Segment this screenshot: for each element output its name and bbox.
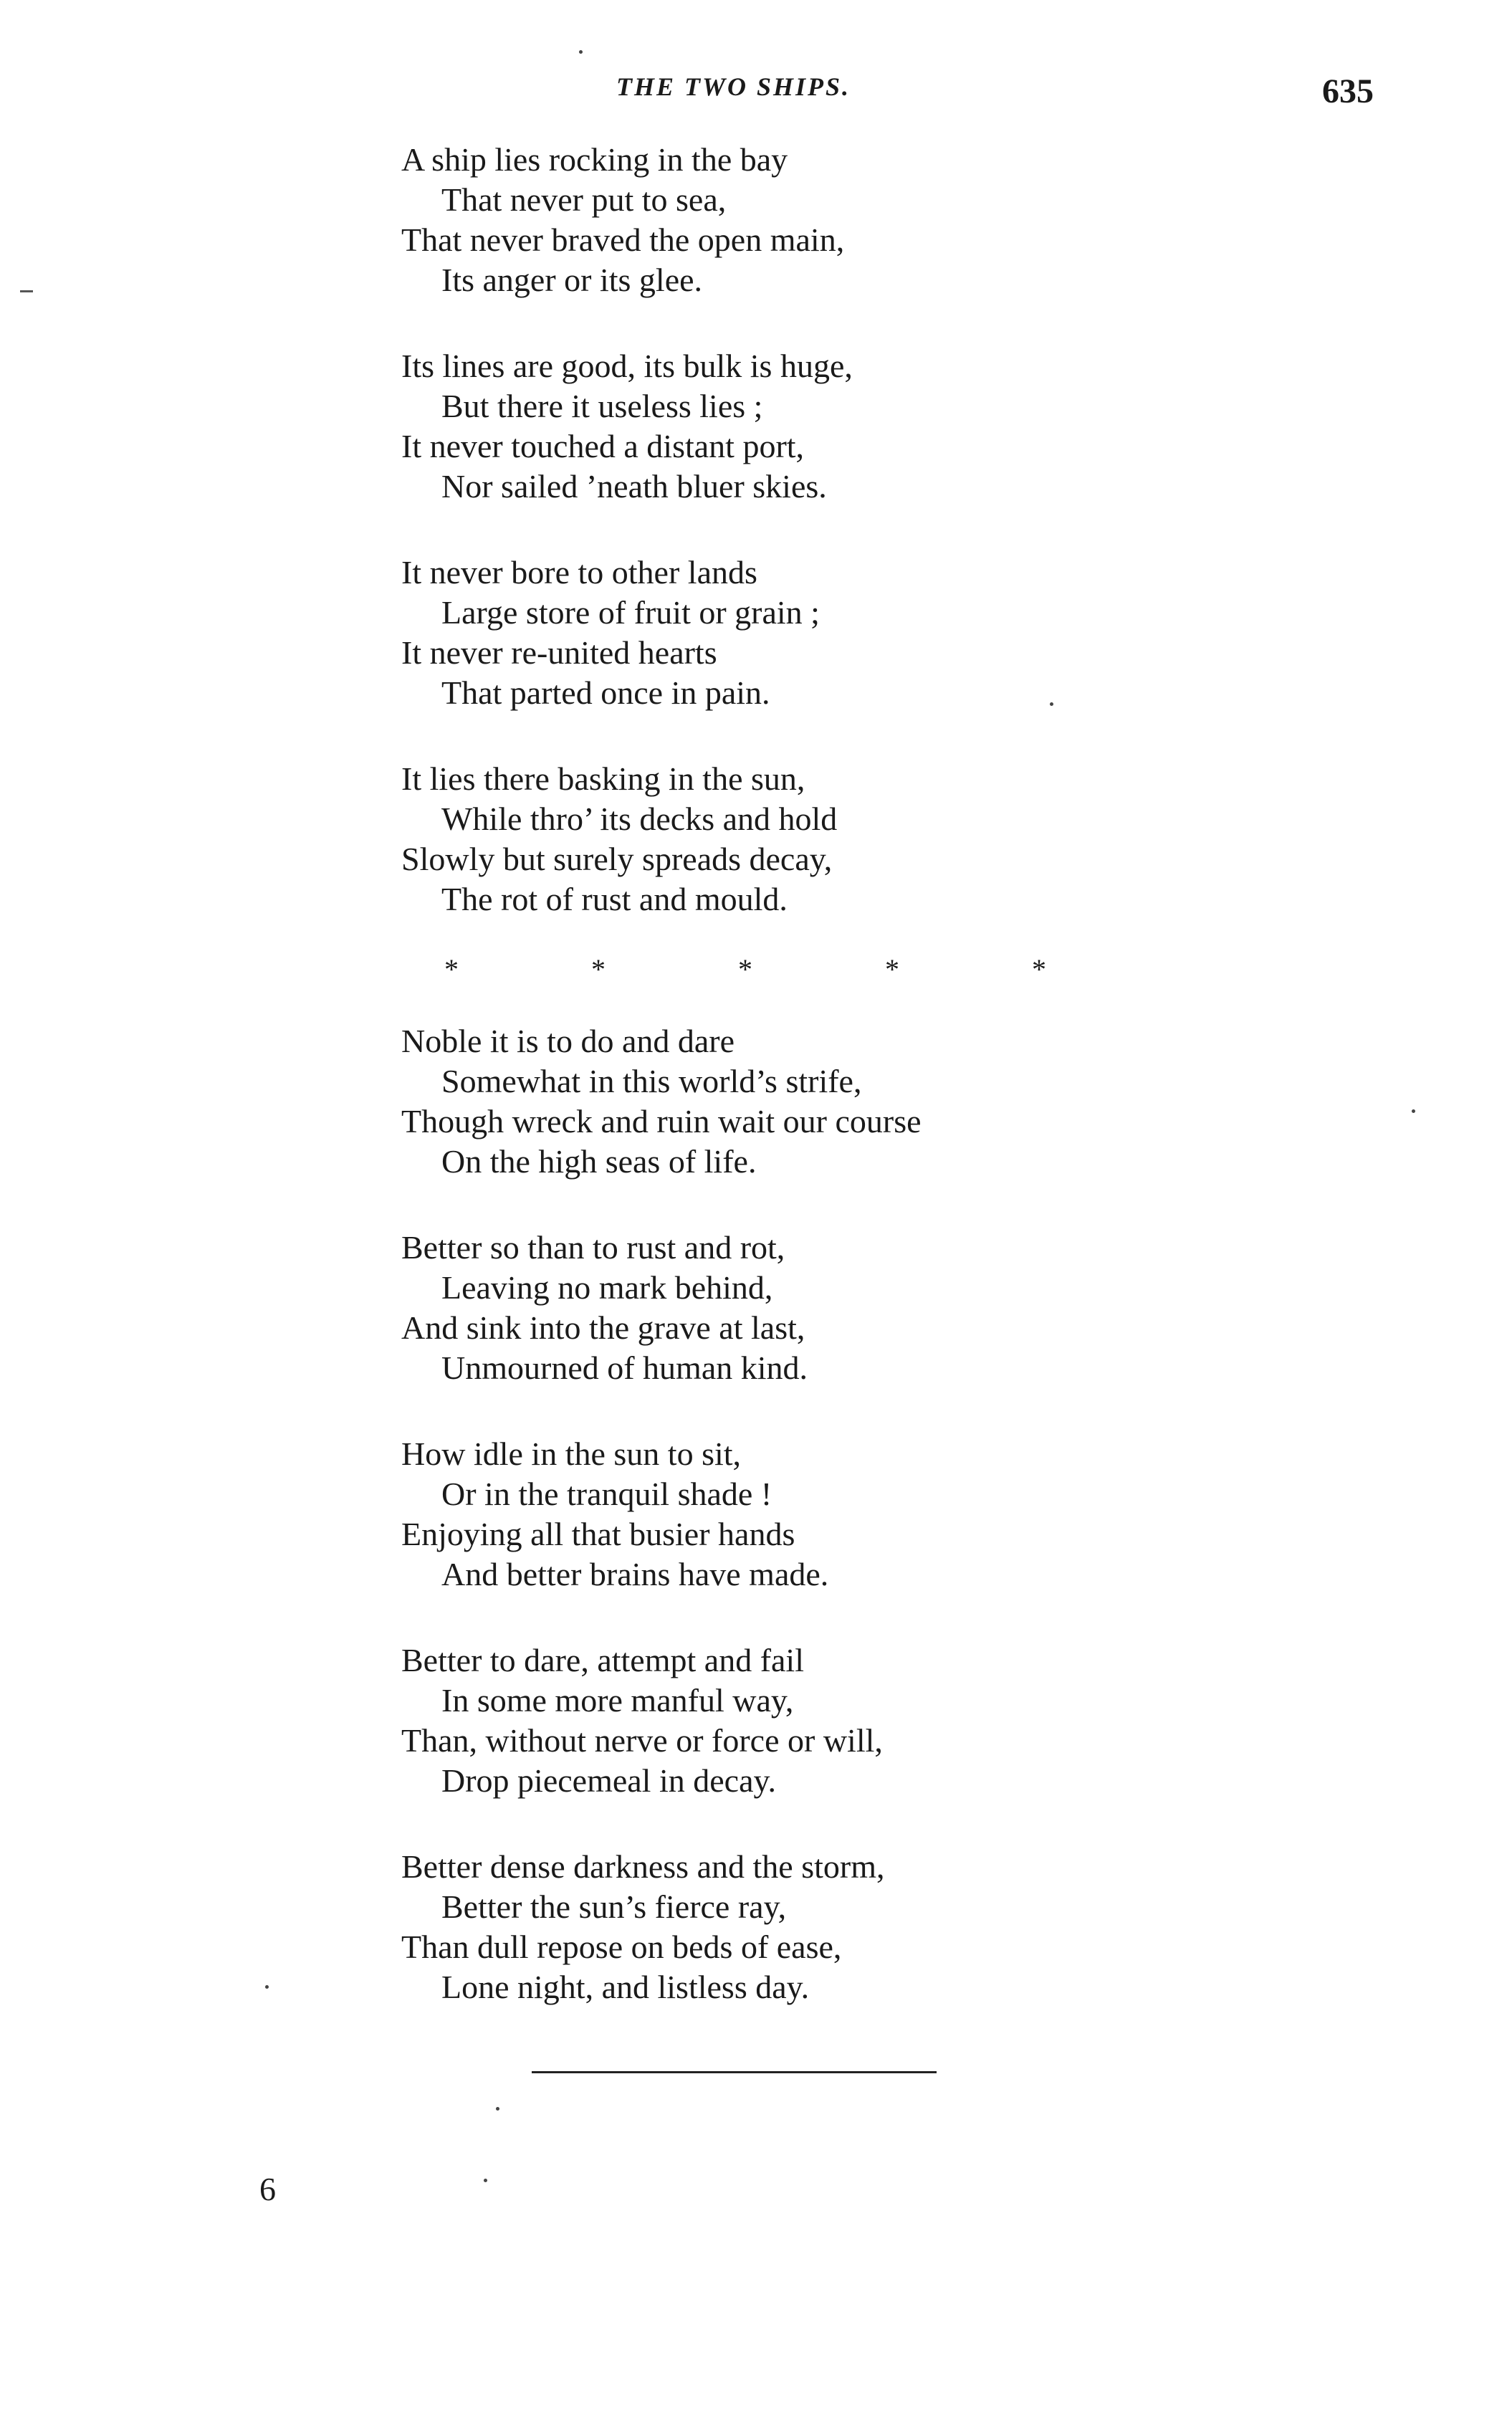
closing-rule bbox=[532, 2071, 937, 2073]
poem-line: Noble it is to do and dare bbox=[401, 1023, 735, 1059]
scan-speck bbox=[484, 2179, 487, 2182]
poem-line: How idle in the sun to sit, bbox=[401, 1435, 742, 1472]
poem-line: Better so than to rust and rot, bbox=[401, 1229, 785, 1266]
stanza-7 bbox=[401, 1434, 1419, 1595]
poem-line: That never braved the open main, bbox=[401, 221, 845, 258]
margin-mark bbox=[20, 290, 33, 292]
stanza-6 bbox=[401, 1228, 1419, 1388]
poem-line: It never touched a distant port, bbox=[401, 428, 805, 464]
poem-line: Than dull repose on beds of ease, bbox=[401, 1929, 842, 1965]
scan-speck bbox=[1050, 702, 1053, 706]
poem-line: Than, without nerve or force or will, bbox=[401, 1722, 883, 1759]
page-number: 635 bbox=[1322, 72, 1374, 110]
separator-asterisk: * bbox=[885, 953, 899, 985]
poem-line: Better the sun’s fierce ray, bbox=[441, 1888, 787, 1925]
poem-line: Or in the tranquil shade ! bbox=[441, 1476, 772, 1512]
poem-line: Nor sailed ’neath bluer skies. bbox=[441, 468, 827, 505]
poem-line: Drop piecemeal in decay. bbox=[441, 1762, 777, 1799]
poem-line: Somewhat in this world’s strife, bbox=[441, 1063, 862, 1099]
poem-line: That parted once in pain. bbox=[441, 674, 770, 711]
stanza-3 bbox=[401, 553, 1419, 713]
stanza-4 bbox=[401, 759, 1419, 919]
poem-line: It never re-united hearts bbox=[401, 634, 717, 671]
scan-speck bbox=[579, 50, 583, 54]
poem-line: Better dense darkness and the storm, bbox=[401, 1848, 885, 1885]
signature-mark: 6 bbox=[259, 2171, 276, 2207]
poem-line: Though wreck and ruin wait our course bbox=[401, 1103, 922, 1139]
stanza-8 bbox=[401, 1640, 1419, 1801]
separator-asterisk: * bbox=[1032, 953, 1046, 985]
poem-line: It never bore to other lands bbox=[401, 554, 757, 591]
poem-line: Lone night, and listless day. bbox=[441, 1969, 810, 2005]
poem-line: Better to dare, attempt and fail bbox=[401, 1642, 804, 1678]
stanza-1 bbox=[401, 140, 1419, 300]
scan-speck bbox=[496, 2107, 499, 2111]
poem-line: Slowly but surely spreads decay, bbox=[401, 841, 833, 877]
poem-line: It lies there basking in the sun, bbox=[401, 760, 805, 797]
poem-line: A ship lies rocking in the bay bbox=[401, 141, 788, 178]
poem-line: The rot of rust and mould. bbox=[441, 881, 788, 917]
poem-line: Its anger or its glee. bbox=[441, 262, 703, 298]
poem-line: And better brains have made. bbox=[441, 1556, 829, 1592]
poem-line: Enjoying all that busier hands bbox=[401, 1516, 795, 1552]
stanza-5 bbox=[401, 1021, 1419, 1182]
poem-line: While thro’ its decks and hold bbox=[441, 801, 838, 837]
separator-asterisk: * bbox=[738, 953, 752, 985]
poem-line: Large store of fruit or grain ; bbox=[441, 594, 820, 631]
section-separator bbox=[444, 948, 1046, 991]
stanza-9 bbox=[401, 1847, 1419, 2007]
scan-speck bbox=[265, 1985, 269, 1989]
poem-line: And sink into the grave at last, bbox=[401, 1309, 805, 1346]
poem-line: On the high seas of life. bbox=[441, 1143, 757, 1180]
poem bbox=[401, 140, 1419, 2053]
scan-speck bbox=[1412, 1109, 1415, 1113]
running-title: THE TWO SHIPS. bbox=[616, 72, 851, 101]
poem-line: Unmourned of human kind. bbox=[441, 1349, 808, 1386]
poem-line: That never put to sea, bbox=[441, 181, 727, 218]
poem-line: In some more manful way, bbox=[441, 1682, 794, 1719]
poem-line: But there it useless lies ; bbox=[441, 388, 763, 424]
poem-line: Leaving no mark behind, bbox=[441, 1269, 773, 1306]
stanza-2 bbox=[401, 346, 1419, 507]
separator-asterisk: * bbox=[444, 953, 459, 985]
poem-line: Its lines are good, its bulk is huge, bbox=[401, 348, 853, 384]
separator-asterisk: * bbox=[591, 953, 606, 985]
